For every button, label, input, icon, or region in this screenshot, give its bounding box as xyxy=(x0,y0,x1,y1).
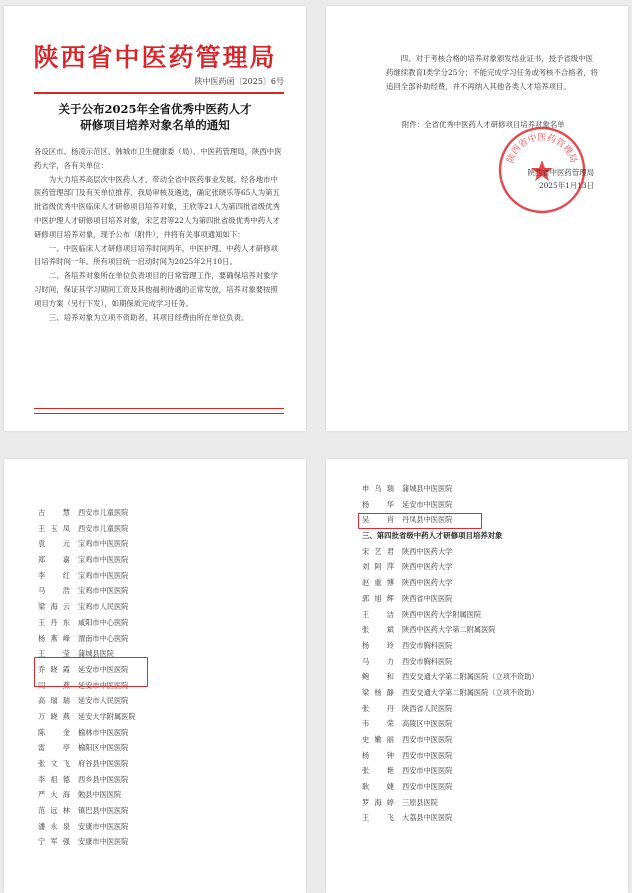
hospital-name: 西安市儿童医院 xyxy=(78,508,129,517)
document-page-2 xyxy=(326,6,628,431)
body-paragraph: 三、培养对象为立项不资助者，其项目经费由所在单位负责。 xyxy=(48,312,249,322)
person-name: 李祖德 xyxy=(38,774,70,784)
hospital-name: 府谷县中医医院 xyxy=(78,759,129,768)
list-item xyxy=(38,536,136,552)
hospital-name: 西安市胸科医院 xyxy=(402,656,453,666)
person-name: 张文飞 xyxy=(38,759,70,768)
hospital-name: 陕西省人民医院 xyxy=(402,703,453,713)
notice-title-line-1: 关于公布2025年全省优秀中医药人才 xyxy=(58,102,252,116)
hospital-name: 延安大学附属医院 xyxy=(78,711,136,721)
person-name: 鲍 和 xyxy=(362,672,394,682)
list-item xyxy=(362,481,539,497)
list-item xyxy=(38,772,136,788)
person-name: 梁海云 xyxy=(38,602,70,612)
list-item xyxy=(362,810,539,826)
list-item xyxy=(38,583,136,599)
hospital-name: 陕西中医药大学第二附属医院 xyxy=(402,625,496,635)
attachment-line: 附件：全省优秀中医药人才研修项目培养对象名单 xyxy=(402,120,565,129)
person-name: 范远林 xyxy=(38,806,70,816)
signer-name: 陕西省中医药管理局 xyxy=(527,168,594,177)
hospital-name: 三原县医院 xyxy=(402,797,438,807)
person-name: 陈 金 xyxy=(38,727,70,737)
person-name: 杨 玲 xyxy=(362,640,394,650)
hospital-name: 西安市儿童医院 xyxy=(78,523,129,533)
person-name: 刘阿萍 xyxy=(362,562,394,572)
person-name: 耿 婕 xyxy=(362,782,394,792)
list-item xyxy=(38,505,136,521)
person-name: 万晓燕 xyxy=(38,711,70,721)
list-item xyxy=(362,638,539,654)
list-item xyxy=(362,748,539,764)
hospital-name: 陕西省中医医院 xyxy=(402,593,453,603)
hospital-name: 西安市中医医院 xyxy=(402,735,453,744)
hospital-name: 蒲城县中医医院 xyxy=(402,484,453,493)
person-name: 张 斌 xyxy=(362,625,394,635)
list-item xyxy=(362,654,539,670)
person-name: 宁军强 xyxy=(38,837,70,847)
hospital-name: 宝鸡市中医医院 xyxy=(78,586,129,596)
header-red-line xyxy=(34,92,284,94)
person-name: 梁杨静 xyxy=(362,687,394,697)
person-name: 郭旭辉 xyxy=(362,593,394,603)
body-paragraph: 四、对于考核合格的培养对象颁发结业证书，授予省级中医药继续教育Ⅰ类学分25分；不能完成学习任务或考核不合格者，将追回全部补助经费，并不再纳入其他各类人才培养项目。 xyxy=(386,54,598,91)
list-item xyxy=(362,763,539,779)
hospital-name: 宝鸡市中医医院 xyxy=(78,570,129,580)
hospital-name: 咸阳市中心医院 xyxy=(78,617,129,627)
hospital-name: 蒲城县医院 xyxy=(78,649,114,659)
person-name: 杨 钟 xyxy=(362,750,394,760)
list-item xyxy=(362,732,539,748)
person-name: 高瑞瑞 xyxy=(38,696,70,706)
hospital-name: 西安交通大学第二附属医院（立项不资助） xyxy=(402,672,539,682)
signing-date: 2025年1月13日 xyxy=(538,181,594,190)
hospital-name: 西乡县中医医院 xyxy=(78,774,129,784)
hospital-name: 渭南市中心医院 xyxy=(78,633,129,643)
person-name: 闫 燕 xyxy=(38,680,70,690)
hospital-name: 西安市中医医院 xyxy=(402,750,453,760)
person-name: 罗海婷 xyxy=(362,797,394,807)
hospital-name: 延安市中医医院 xyxy=(78,664,129,674)
highlight-box xyxy=(358,513,482,529)
person-name: 袁 元 xyxy=(38,539,70,549)
document-number: 陕中医药函〔2025〕6号 xyxy=(194,77,284,86)
list-item xyxy=(362,622,539,638)
list-item xyxy=(38,819,136,835)
hospital-name: 西安市中医医院 xyxy=(402,782,453,792)
hospital-name: 西安交通大学第二附属医院（立项不资助） xyxy=(402,687,539,697)
list-item xyxy=(38,740,136,756)
list-item xyxy=(38,756,136,772)
list-item xyxy=(38,787,136,803)
person-name: 雷 亭 xyxy=(38,743,70,753)
hospital-name: 榆阳区中医医院 xyxy=(78,743,129,753)
hospital-name: 镇巴县中医医院 xyxy=(78,806,129,816)
list-item xyxy=(38,599,136,615)
document-page-4 xyxy=(326,459,628,893)
person-name: 张 艳 xyxy=(362,766,394,776)
list-item xyxy=(362,559,539,575)
person-name: 李 红 xyxy=(38,570,70,580)
hospital-name: 西安市胸科医院 xyxy=(402,640,453,650)
person-name: 韦 荣 xyxy=(362,719,394,729)
person-name: 乔晓霞 xyxy=(38,664,70,674)
list-item xyxy=(362,716,539,732)
person-name: 吴 肖 xyxy=(362,515,394,525)
page2-body xyxy=(386,52,598,94)
hospital-name: 勉县中医医院 xyxy=(78,790,122,800)
notice-body xyxy=(34,145,282,324)
hospital-name: 安康市中医医院 xyxy=(78,837,129,847)
hospital-name: 丹凤县中医医院 xyxy=(402,515,453,525)
hospital-name: 宝鸡市中医医院 xyxy=(78,539,129,549)
list-item xyxy=(362,779,539,795)
hospital-name: 延安市中医医院 xyxy=(78,680,129,690)
hospital-name: 延安市中医医院 xyxy=(402,499,453,509)
list-item xyxy=(38,725,136,741)
person-name: 杨燕峰 xyxy=(38,633,70,643)
body-paragraph: 为大力培养高层次中医药人才，带动全省中医药事业发展，经各地市中医药管理部门及有关单位推荐、我局审核及遴选，确定张晓乐等65人为第五批省级优秀中医临床人才研修项目培养对象，王欣等21人为第四批省级优秀中医护理人才研修项目培养对象，宋艺君等22人为第四批省级优秀中药人才研修项目培养对象，现予公布（附件），并将有关事项通知如下： xyxy=(34,174,280,239)
person-name: 张 丹 xyxy=(362,703,394,713)
person-name: 古 慧 xyxy=(38,508,70,517)
section-heading: 三、第四批省级中药人才研修项目培养对象 xyxy=(362,531,503,541)
hospital-name: 陕西中医药大学 xyxy=(402,578,453,588)
hospital-name: 宝鸡市中医医院 xyxy=(78,555,129,565)
list-item xyxy=(38,552,136,568)
list-item xyxy=(362,607,539,623)
hospital-name: 延安市人民医院 xyxy=(78,696,129,706)
signature-block xyxy=(527,166,594,192)
person-name: 严大海 xyxy=(38,790,70,800)
list-item xyxy=(362,544,539,560)
person-name: 马 浩 xyxy=(38,586,70,596)
hospital-name: 陕西中医药大学附属医院 xyxy=(402,609,482,619)
person-name: 郑 嘉 xyxy=(38,555,70,565)
person-name: 赵重博 xyxy=(362,578,394,588)
body-paragraph: 各设区市、杨凌示范区、韩城市卫生健康委（局）、中医药管理局，陕西中医药大学，各有关单位： xyxy=(34,147,282,170)
hospital-name: 安康市中医医院 xyxy=(78,821,129,831)
list-item xyxy=(362,685,539,701)
hospital-name: 宝鸡市人民医院 xyxy=(78,602,129,612)
list-item xyxy=(38,568,136,584)
person-name: 史嫩丽 xyxy=(362,735,394,744)
person-name: 马 力 xyxy=(362,656,394,666)
list-item xyxy=(38,709,136,725)
person-name: 王丹东 xyxy=(38,617,70,627)
highlight-box xyxy=(34,657,148,687)
list-item xyxy=(362,795,539,811)
notice-title-line-2: 研修项目培养对象名单的通知 xyxy=(80,118,230,132)
person-name: 王 飞 xyxy=(362,813,394,823)
hospital-name: 高陵区中医医院 xyxy=(402,719,453,729)
person-name: 宋艺君 xyxy=(362,546,394,556)
person-name: 王玉凤 xyxy=(38,523,70,533)
person-name: 潘永泉 xyxy=(38,821,70,831)
list-item xyxy=(38,693,136,709)
list-item xyxy=(362,591,539,607)
footer-red-double-line xyxy=(34,408,284,414)
list-item xyxy=(38,834,136,850)
hospital-name: 陕西中医药大学 xyxy=(402,546,453,556)
list-item xyxy=(362,669,539,685)
document-page-1 xyxy=(4,6,306,431)
list-item xyxy=(362,497,539,513)
name-list xyxy=(362,481,539,826)
person-name: 杨 华 xyxy=(362,499,394,509)
list-item xyxy=(38,615,136,631)
seal-text: 陕西省中医药管理局 xyxy=(505,133,579,165)
list-item xyxy=(38,521,136,537)
hospital-name: 大荔县中医医院 xyxy=(402,813,453,823)
list-item xyxy=(362,701,539,717)
person-name: 王 莹 xyxy=(38,649,70,659)
hospital-name: 榆林市中医医院 xyxy=(78,727,129,737)
body-paragraph: 二、各培养对象所在单位负责项目的日常管理工作，要确保培养对象学习时间，保证其学习期间工资及其他福利待遇的正常发放，培养对象要按照项目方案（另行下发），如期保质完成学习任务。 xyxy=(34,271,278,308)
document-page-3 xyxy=(4,459,306,893)
hospital-name: 西安市中医医院 xyxy=(402,766,453,776)
list-item xyxy=(362,575,539,591)
person-name: 申乌瑞 xyxy=(362,484,394,493)
list-item xyxy=(38,803,136,819)
body-paragraph: 一、中医临床人才研修项目培养时间两年，中医护理、中药人才研修项目培养时间一年。所有项目统一启动时间为2025年2月10日。 xyxy=(34,243,278,267)
list-item xyxy=(38,631,136,647)
agency-header: 陕西省中医药管理局 xyxy=(33,43,277,72)
hospital-name: 陕西中医药大学 xyxy=(402,562,453,572)
person-name: 王 洁 xyxy=(362,609,394,619)
